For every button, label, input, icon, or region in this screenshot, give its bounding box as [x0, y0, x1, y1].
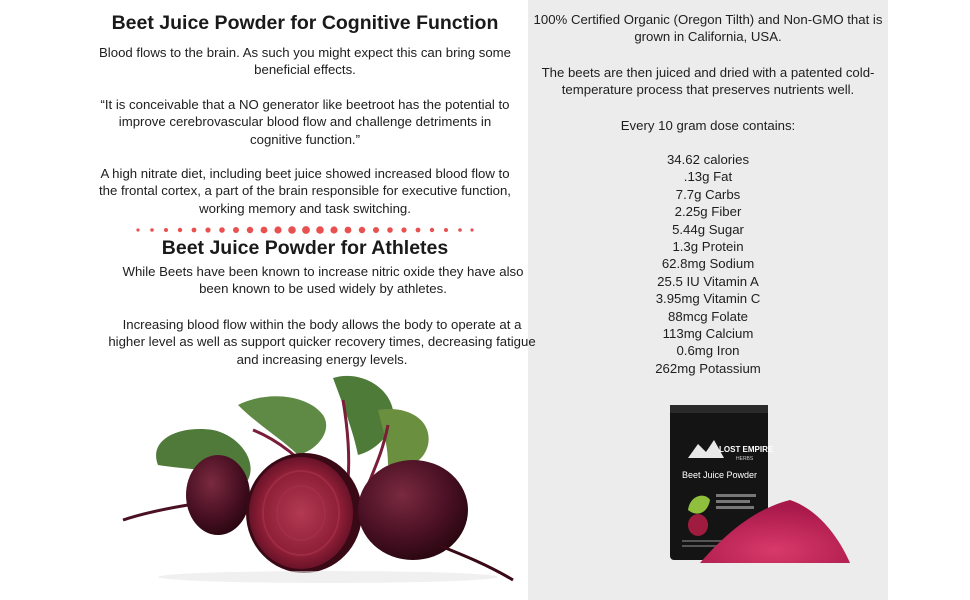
list-item: 1.3g Protein: [672, 238, 744, 254]
organic-paragraph: 100% Certified Organic (Oregon Tilth) and Non-GMO that is grown in California, USA.: [533, 12, 883, 45]
list-item: 2.25g Fiber: [674, 204, 742, 220]
quote-paragraph: “It is conceivable that a NO generator like beetroot has the potential to improve cerebrovascular blood flow and challenge detriments in cognitive function.”: [100, 97, 510, 147]
list-item: 262mg Potassium: [655, 360, 761, 376]
list-item: 0.6mg Iron: [676, 343, 740, 359]
paragraph-nitrate-diet: A high nitrate diet, including beet juice showed increased blood flow to the frontal cortex, a part of the brain responsible for executive function, working memory and task switching.: [99, 166, 511, 216]
package-product-name: Beet Juice Powder: [682, 470, 758, 480]
list-item: .13g Fat: [683, 169, 733, 185]
nutrient-list: [528, 151, 888, 377]
paragraph-blood-flow: Blood flows to the brain. As such you might expect this can bring some beneficial effects.: [99, 45, 511, 78]
list-item: 7.7g Carbs: [675, 186, 741, 202]
heading-cognitive-function: Beet Juice Powder for Cognitive Function: [111, 12, 499, 34]
beets-image: [118, 370, 530, 585]
list-item: 88mcg Folate: [668, 308, 748, 324]
list-item: 3.95mg Vitamin C: [655, 291, 761, 307]
paragraph-nitric-oxide: While Beets have been known to increase nitric oxide they have also been known to be used widely by athletes.: [122, 264, 524, 297]
list-item: 34.62 calories: [666, 152, 750, 167]
product-package-image: [660, 400, 860, 570]
package-brand: LOST EMPIRE: [719, 445, 774, 454]
list-item: 25.5 IU Vitamin A: [657, 273, 759, 289]
dose-heading: Every 10 gram dose contains:: [620, 118, 796, 133]
list-item: 5.44g Sugar: [672, 221, 744, 237]
list-item: 113mg Calcium: [662, 325, 754, 341]
dotted-divider: [135, 224, 475, 236]
process-paragraph: The beets are then juiced and dried with a patented cold- temperature process that preserves nutrients well.: [541, 65, 875, 98]
list-item: 62.8mg Sodium: [661, 256, 755, 272]
paragraph-recovery: Increasing blood flow within the body allows the body to operate at a higher level as well as support quicker recovery times, decreasing fatigue and increasing energy levels.: [108, 317, 536, 367]
package-sub: HERBS: [736, 456, 754, 462]
heading-athletes: Beet Juice Powder for Athletes: [161, 237, 449, 259]
